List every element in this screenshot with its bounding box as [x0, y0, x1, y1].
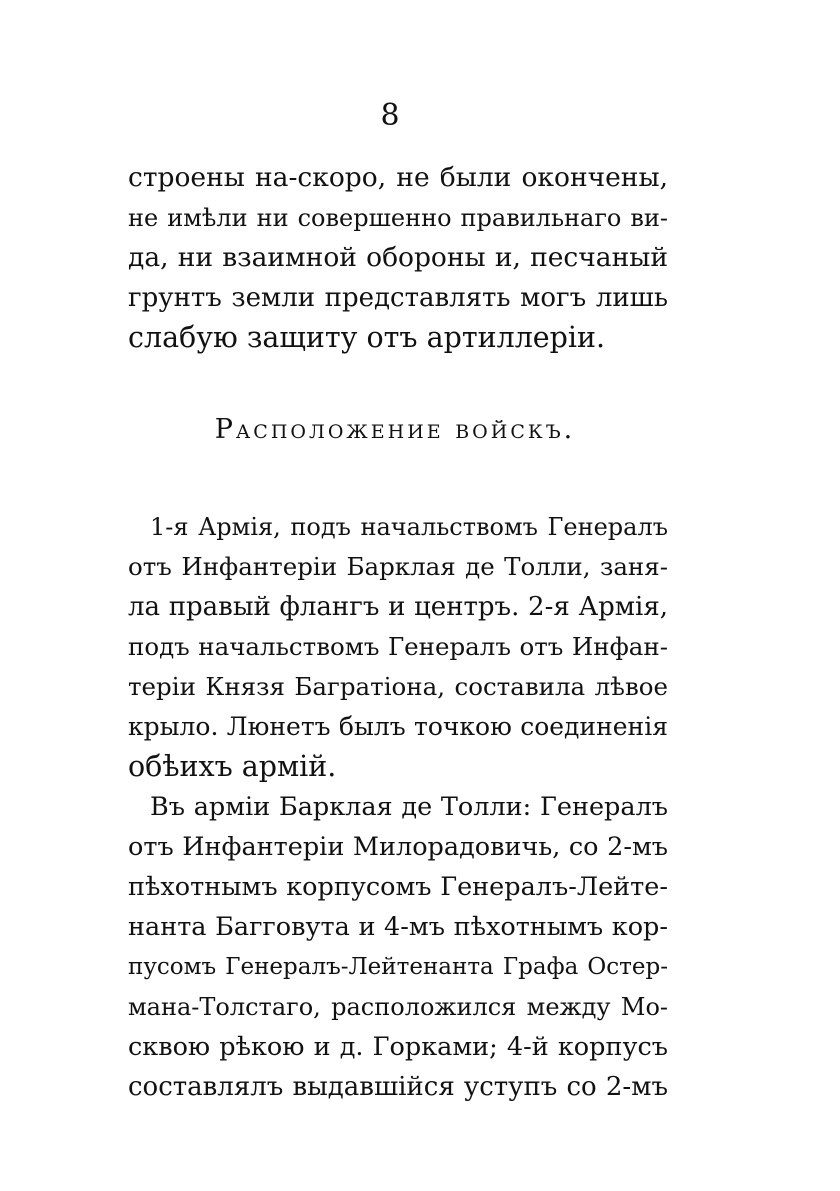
text-line: крыло. Люнетъ былъ точкою соединенія — [128, 712, 668, 741]
text-line: Въ арміи Барклая де Толли: Генералъ — [150, 792, 668, 822]
section-heading: Расположение войскъ. — [214, 414, 576, 445]
text-line: подъ начальствомъ Генералъ отъ Инфан- — [128, 632, 668, 661]
text-line: да, ни взаимной обороны и, песчаный — [128, 242, 668, 273]
text-line: нанта Багговута и 4-мъ пѣхотнымъ кор- — [128, 912, 668, 942]
text-line: не имѣли ни совершенно правильнаго ви- — [128, 204, 668, 232]
text-line: отъ Инфантеріи Барклая де Толли, заня- — [128, 552, 668, 581]
page-number: 8 — [380, 98, 400, 133]
text-line: обѣихъ армій. — [128, 750, 337, 783]
text-line: 1-я Армія, подъ начальствомъ Генералъ — [150, 513, 668, 541]
text-line: сквою рѣкою и д. Горками; 4-й корпусъ — [128, 1032, 668, 1062]
text-line: ла правый флангъ и центръ. 2-я Армія, — [128, 592, 668, 622]
text-line: отъ Инфантеріи Милорадовичь, со 2-мъ — [128, 832, 668, 862]
text-line: теріи Князя Багратіона, составила лѣвое — [128, 672, 668, 701]
text-line: составлялъ выдавшійся уступъ со 2-мъ — [128, 1072, 668, 1102]
text-line: пусомъ Генералъ-Лейтенанта Графа Остер- — [128, 954, 668, 980]
text-line: строены на-скоро, не были окончены, — [128, 162, 668, 193]
text-line: грунтъ земли представлять могъ лишь — [128, 283, 668, 313]
text-line: слабую защиту отъ артиллеріи. — [128, 321, 606, 354]
text-line: пѣхотнымъ корпусомъ Генералъ-Лейте- — [128, 872, 668, 902]
text-line: мана-Толстаго, расположился между Мо- — [128, 993, 668, 1021]
